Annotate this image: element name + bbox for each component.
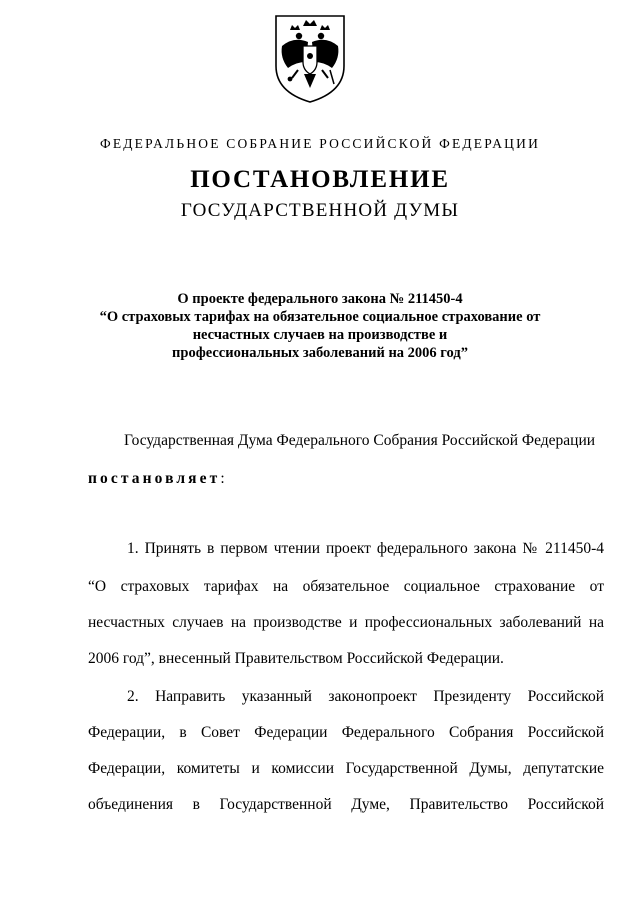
subject-line: несчастных случаев на производстве и [192,327,448,343]
issuing-body: ГОСУДАРСТВЕННОЙ ДУМЫ [180,200,460,221]
item-2-line: Федерации, в Совет Федерации Федерального Собрания Российской [88,724,604,741]
item-2-line: 2. Направить указанный законопроект Президенту Российской [127,688,604,705]
subject-line: О проекте федерального закона № 211450-4 [177,291,463,307]
document-type: ПОСТАНОВЛЕНИЕ [190,166,450,193]
item-1-line: “О страховых тарифах на обязательное социальное страхование от [88,578,604,595]
preamble: Государственная Дума Федерального Собрания Российской Федерации [124,432,596,449]
decision-verb [88,470,225,488]
item-2-line: объединения в Государственной Думе, Правительство Российской [88,796,604,813]
item-1-line: несчастных случаев на производстве и профессиональных заболеваний на [88,614,604,631]
subject-line: “О страховых тарифах на обязательное социальное страхование от [99,309,541,325]
subject-line: профессиональных заболеваний на 2006 год” [172,345,468,361]
russian-coat-of-arms-icon [270,12,350,104]
assembly-name: ФЕДЕРАЛЬНОЕ СОБРАНИЕ РОССИЙСКОЙ ФЕДЕРАЦИИ [99,136,541,151]
item-2-line: Федерации, комитеты и комиссии Государственной Думы, депутатские [88,760,604,777]
decision-verb-text: постановляет [88,470,221,487]
item-1-line: 2006 год”, внесенный Правительством Российской Федерации. [88,650,504,667]
decision-colon: : [220,470,225,487]
document-subject [80,290,560,362]
item-1-line: 1. Принять в первом чтении проект федерального закона № 211450-4 [127,540,604,557]
